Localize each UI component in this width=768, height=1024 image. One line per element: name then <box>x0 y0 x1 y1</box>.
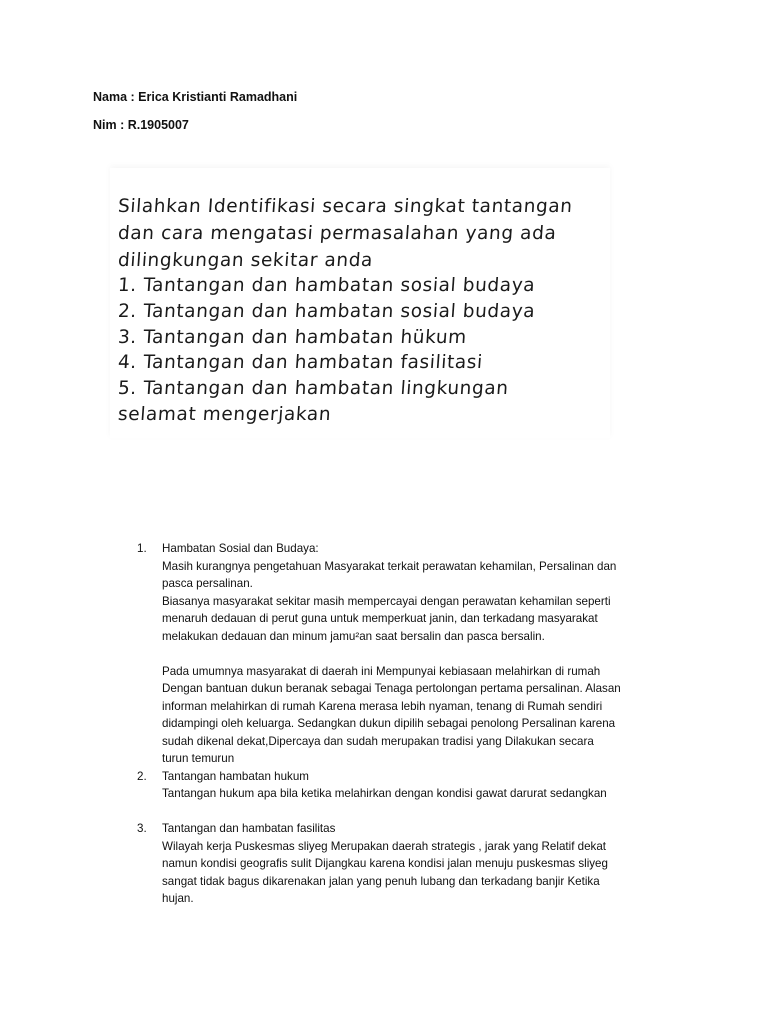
list-item-number: 2. <box>137 769 147 783</box>
list-item-number: 1. <box>137 542 147 555</box>
handwritten-line: 5. Tantangan dan hambatan lingkungan <box>117 378 510 399</box>
list-item-title: Tantangan hambatan hukum <box>162 769 309 783</box>
handwritten-assignment-image <box>110 168 610 438</box>
handwritten-line: Silahkan Identifikasi secara singkat tantangan <box>117 196 574 217</box>
handwritten-line: 1. Tantangan dan hambatan sosial budaya <box>117 275 536 296</box>
handwritten-line: dan cara mengatasi permasalahan yang ada <box>117 223 558 244</box>
list-item <box>137 768 677 803</box>
answer-list <box>137 540 677 908</box>
handwritten-line: 2. Tantangan dan hambatan sosial budaya <box>117 301 536 322</box>
list-item <box>137 820 677 908</box>
handwritten-line: dilingkungan sekitar anda <box>117 250 374 271</box>
list-item-number: 3. <box>137 822 147 835</box>
student-nim: Nim : R.1905007 <box>93 118 189 132</box>
list-item-title: Hambatan Sosial dan Budaya: <box>162 542 319 555</box>
list-item-body: Masih kurangnya pengetahuan Masyarakat terkait perawatan kehamilan, Persalinan dan pasca persalinan. Biasanya masyarakat sekitar masih mempercayai dengan perawatan kehamilan seperti menaruh dedauan di perut guna untuk memperkuat janin, dan terkadang masyarakat melakukan dedauan dan minum jamu²an saat bersalin dan pasca bersalin. <box>162 559 617 643</box>
student-name: Nama : Erica Kristianti Ramadhani <box>93 90 298 104</box>
handwritten-line: 3. Tantangan dan hambatan hükum <box>117 327 468 348</box>
handwritten-line: selamat mengerjakan <box>117 404 332 425</box>
list-item-body: Wilayah kerja Puskesmas sliyeg Merupakan daerah strategis , jarak yang Relatif dekat namun kondisi geografis sulit Dijangkau karena kondisi jalan menuju puskesmas sliyeg sangat tidak bagus dikarenakan jalan yang penuh lubang dan terkadang banjir Ketika hujan. <box>162 839 608 905</box>
list-item-title: Tantangan dan hambatan fasilitas <box>162 822 336 835</box>
list-item-body: Pada umumnya masyarakat di daerah ini Mempunyai kebiasaan melahirkan di rumah Dengan bantuan dukun beranak sebagai Tenaga pertolongan pertama persalinan. Alasan informan melahirkan di rumah Karena merasa lebih nyaman, tenang di Rumah sendiri didampingi oleh keluarga. Sedangkan dukun dipilih sebagai penolong Persalinan karena sudah dikenal dekat,Dipercaya dan sudah merupakan tradisi yang Dilakukan secara turun temurun <box>162 664 621 765</box>
list-item <box>137 540 677 768</box>
handwritten-line: 4. Tantangan dan hambatan fasilitasi <box>117 352 484 373</box>
list-item-body: Tantangan hukum apa bila ketika melahirkan dengan kondisi gawat darurat sedangkan <box>162 787 607 800</box>
